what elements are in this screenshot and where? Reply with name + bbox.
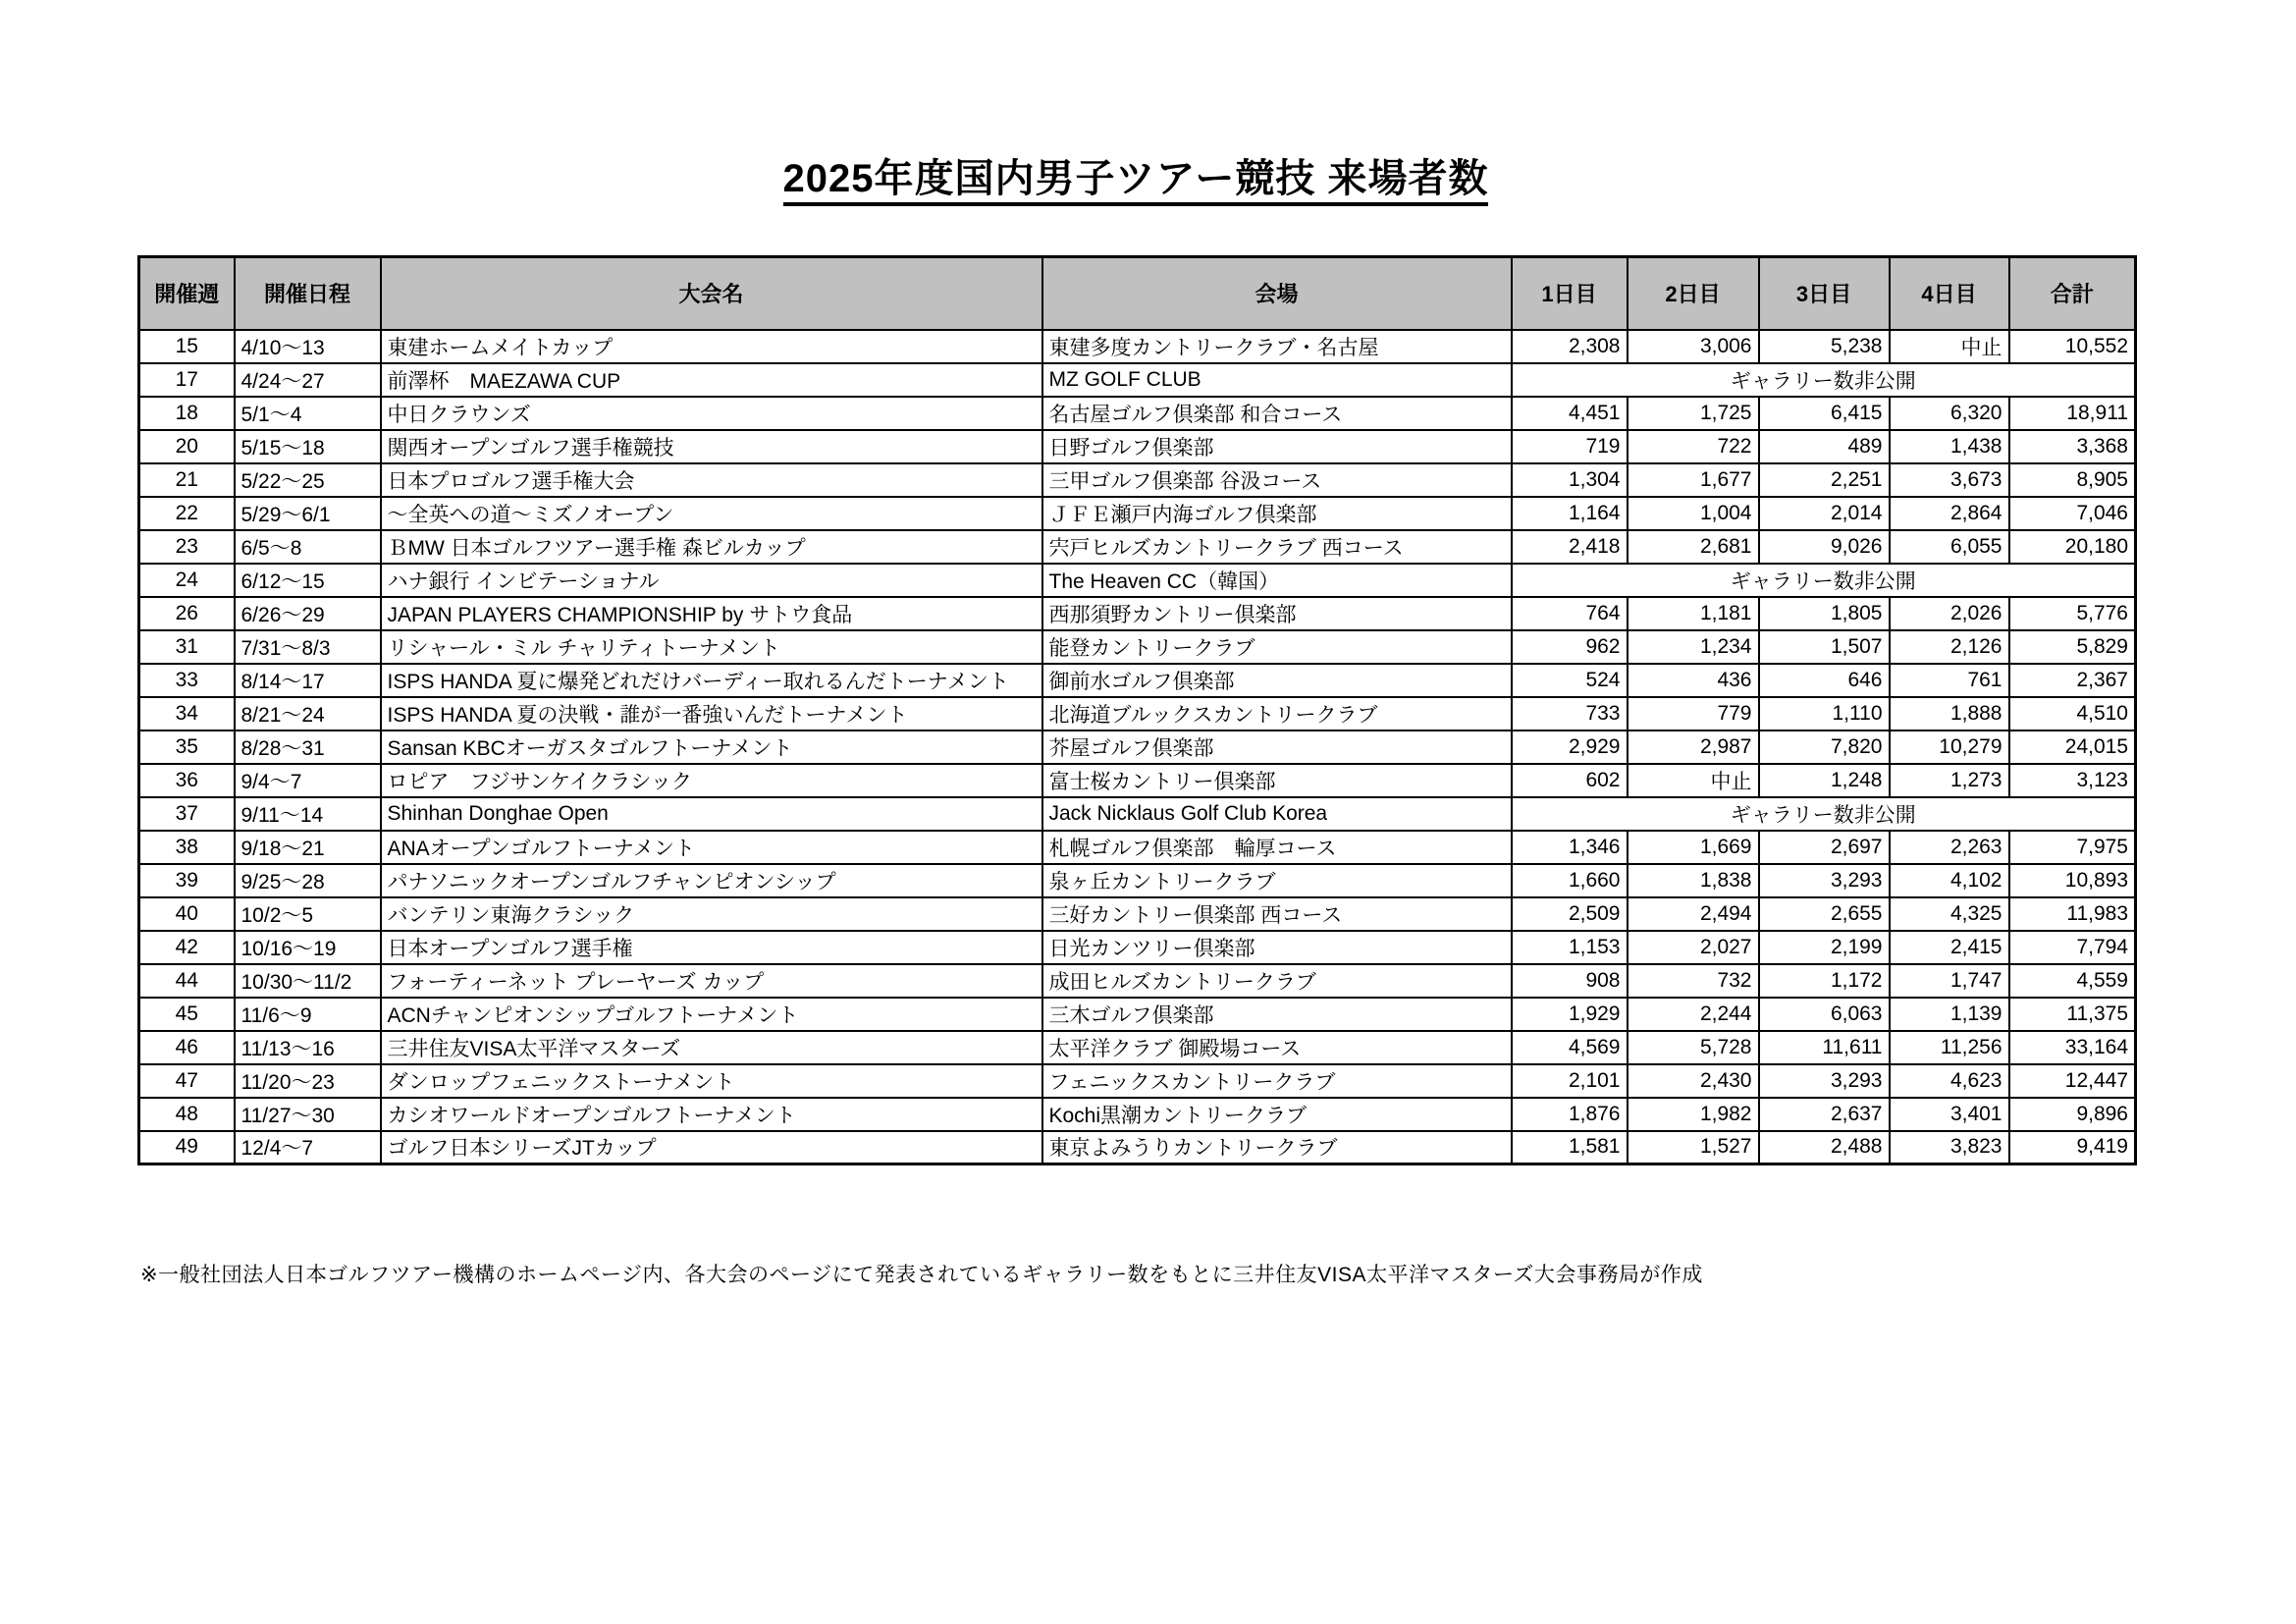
attendance-table [137, 255, 2137, 1165]
table-row [139, 630, 2136, 664]
cell-tournament: 前澤杯 MAEZAWA CUP [381, 363, 1042, 397]
cell-dates: 10/2〜5 [235, 897, 381, 931]
cell-venue: 富士桜カントリー倶楽部 [1042, 764, 1512, 797]
cell-total: 7,794 [2009, 931, 2136, 964]
cell-venue: 三木ゴルフ倶楽部 [1042, 998, 1512, 1031]
table-row [139, 1131, 2136, 1164]
cell-tournament: 三井住友VISA太平洋マスターズ [381, 1031, 1042, 1064]
cell-day-3: 1,248 [1759, 764, 1890, 797]
cell-day-3: 1,805 [1759, 597, 1890, 630]
cell-day-4: 3,673 [1890, 463, 2009, 497]
cell-day-3: 489 [1759, 430, 1890, 463]
table-row [139, 1064, 2136, 1098]
cell-venue: 芥屋ゴルフ倶楽部 [1042, 731, 1512, 764]
cell-dates: 11/6〜9 [235, 998, 381, 1031]
cell-day-1: 1,929 [1512, 998, 1628, 1031]
cell-total: 24,015 [2009, 731, 2136, 764]
cell-dates: 11/20〜23 [235, 1064, 381, 1098]
table-row [139, 697, 2136, 731]
cell-week: 39 [139, 864, 235, 897]
cell-week: 38 [139, 831, 235, 864]
cell-total: 4,559 [2009, 964, 2136, 998]
cell-day-2: 779 [1628, 697, 1759, 731]
cell-day-4: 4,102 [1890, 864, 2009, 897]
cell-dates: 11/27〜30 [235, 1098, 381, 1131]
cell-day-1: 764 [1512, 597, 1628, 630]
cell-venue: 東建多度カントリークラブ・名古屋 [1042, 330, 1512, 363]
cell-tournament: ロピア フジサンケイクラシック [381, 764, 1042, 797]
column-header-2: 大会名 [381, 257, 1042, 330]
cell-no-gallery: ギャラリー数非公開 [1512, 363, 2136, 397]
cell-day-3: 2,637 [1759, 1098, 1890, 1131]
table-row [139, 1031, 2136, 1064]
table-header-row [139, 257, 2136, 330]
cell-day-3: 1,110 [1759, 697, 1890, 731]
cell-dates: 9/18〜21 [235, 831, 381, 864]
table-row [139, 463, 2136, 497]
cell-total: 4,510 [2009, 697, 2136, 731]
cell-tournament: バンテリン東海クラシック [381, 897, 1042, 931]
cell-week: 23 [139, 530, 235, 564]
cell-dates: 9/11〜14 [235, 797, 381, 831]
cell-week: 31 [139, 630, 235, 664]
cell-day-2: 中止 [1628, 764, 1759, 797]
cell-tournament: 〜全英への道〜ミズノオープン [381, 497, 1042, 530]
cell-week: 49 [139, 1131, 235, 1164]
cell-day-1: 524 [1512, 664, 1628, 697]
cell-day-4: 6,055 [1890, 530, 2009, 564]
cell-tournament: Shinhan Donghae Open [381, 797, 1042, 831]
attendance-table-wrap [137, 255, 2137, 1165]
cell-tournament: Sansan KBCオーガスタゴルフトーナメント [381, 731, 1042, 764]
cell-day-3: 11,611 [1759, 1031, 1890, 1064]
cell-dates: 10/30〜11/2 [235, 964, 381, 998]
cell-venue: 宍戸ヒルズカントリークラブ 西コース [1042, 530, 1512, 564]
cell-tournament: ACNチャンピオンシップゴルフトーナメント [381, 998, 1042, 1031]
cell-day-4: 4,325 [1890, 897, 2009, 931]
cell-day-4: 1,273 [1890, 764, 2009, 797]
cell-dates: 8/28〜31 [235, 731, 381, 764]
cell-week: 37 [139, 797, 235, 831]
cell-day-1: 2,929 [1512, 731, 1628, 764]
table-row [139, 597, 2136, 630]
cell-day-1: 1,876 [1512, 1098, 1628, 1131]
cell-week: 22 [139, 497, 235, 530]
cell-day-3: 2,199 [1759, 931, 1890, 964]
cell-total: 11,983 [2009, 897, 2136, 931]
cell-day-1: 2,509 [1512, 897, 1628, 931]
cell-day-2: 722 [1628, 430, 1759, 463]
cell-dates: 6/26〜29 [235, 597, 381, 630]
cell-day-1: 1,581 [1512, 1131, 1628, 1164]
cell-week: 40 [139, 897, 235, 931]
cell-day-1: 602 [1512, 764, 1628, 797]
cell-day-4: 2,415 [1890, 931, 2009, 964]
cell-day-4: 4,623 [1890, 1064, 2009, 1098]
cell-total: 7,046 [2009, 497, 2136, 530]
cell-day-2: 2,681 [1628, 530, 1759, 564]
cell-day-3: 3,293 [1759, 864, 1890, 897]
cell-day-2: 1,838 [1628, 864, 1759, 897]
table-row [139, 363, 2136, 397]
cell-week: 17 [139, 363, 235, 397]
cell-week: 44 [139, 964, 235, 998]
cell-total: 12,447 [2009, 1064, 2136, 1098]
table-row [139, 998, 2136, 1031]
cell-day-1: 1,346 [1512, 831, 1628, 864]
cell-week: 15 [139, 330, 235, 363]
cell-tournament: JAPAN PLAYERS CHAMPIONSHIP by サトウ食品 [381, 597, 1042, 630]
cell-day-4: 3,823 [1890, 1131, 2009, 1164]
cell-venue: 日光カンツリー倶楽部 [1042, 931, 1512, 964]
column-header-1: 開催日程 [235, 257, 381, 330]
cell-day-1: 2,308 [1512, 330, 1628, 363]
cell-day-2: 1,725 [1628, 397, 1759, 430]
cell-day-2: 732 [1628, 964, 1759, 998]
cell-day-3: 5,238 [1759, 330, 1890, 363]
column-header-8: 合計 [2009, 257, 2136, 330]
cell-day-1: 1,153 [1512, 931, 1628, 964]
cell-day-2: 1,004 [1628, 497, 1759, 530]
cell-day-2: 1,669 [1628, 831, 1759, 864]
cell-venue: 三好カントリー倶楽部 西コース [1042, 897, 1512, 931]
cell-venue: 日野ゴルフ倶楽部 [1042, 430, 1512, 463]
table-row [139, 330, 2136, 363]
table-row [139, 764, 2136, 797]
cell-total: 2,367 [2009, 664, 2136, 697]
cell-day-4: 2,026 [1890, 597, 2009, 630]
cell-venue: フェニックスカントリークラブ [1042, 1064, 1512, 1098]
table-row [139, 397, 2136, 430]
cell-day-2: 1,234 [1628, 630, 1759, 664]
cell-dates: 5/1〜4 [235, 397, 381, 430]
cell-dates: 12/4〜7 [235, 1131, 381, 1164]
cell-day-4: 761 [1890, 664, 2009, 697]
cell-venue: 太平洋クラブ 御殿場コース [1042, 1031, 1512, 1064]
table-row [139, 797, 2136, 831]
cell-day-1: 1,164 [1512, 497, 1628, 530]
cell-week: 47 [139, 1064, 235, 1098]
cell-day-1: 908 [1512, 964, 1628, 998]
cell-venue: 成田ヒルズカントリークラブ [1042, 964, 1512, 998]
cell-day-2: 3,006 [1628, 330, 1759, 363]
cell-dates: 8/14〜17 [235, 664, 381, 697]
cell-week: 48 [139, 1098, 235, 1131]
cell-tournament: 日本プロゴルフ選手権大会 [381, 463, 1042, 497]
cell-day-2: 2,430 [1628, 1064, 1759, 1098]
cell-day-4: 2,263 [1890, 831, 2009, 864]
cell-day-3: 9,026 [1759, 530, 1890, 564]
cell-day-3: 3,293 [1759, 1064, 1890, 1098]
cell-day-4: 6,320 [1890, 397, 2009, 430]
cell-total: 8,905 [2009, 463, 2136, 497]
footnote: ※一般社団法人日本ゴルフツアー機構のホームページ内、各大会のページにて発表されているギャラリー数をもとに三井住友VISA太平洋マスターズ大会事務局が作成 [140, 1264, 1703, 1286]
column-header-6: 3日目 [1759, 257, 1890, 330]
table-row [139, 564, 2136, 597]
cell-day-4: 中止 [1890, 330, 2009, 363]
cell-total: 33,164 [2009, 1031, 2136, 1064]
cell-day-3: 2,488 [1759, 1131, 1890, 1164]
cell-venue: 東京よみうりカントリークラブ [1042, 1131, 1512, 1164]
cell-dates: 5/29〜6/1 [235, 497, 381, 530]
cell-week: 33 [139, 664, 235, 697]
cell-week: 26 [139, 597, 235, 630]
cell-tournament: ハナ銀行 インビテーショナル [381, 564, 1042, 597]
table-row [139, 831, 2136, 864]
cell-day-3: 2,697 [1759, 831, 1890, 864]
cell-venue: 札幌ゴルフ倶楽部 輪厚コース [1042, 831, 1512, 864]
cell-day-1: 962 [1512, 630, 1628, 664]
cell-total: 9,419 [2009, 1131, 2136, 1164]
cell-day-2: 5,728 [1628, 1031, 1759, 1064]
cell-day-2: 2,244 [1628, 998, 1759, 1031]
cell-day-3: 7,820 [1759, 731, 1890, 764]
cell-venue: 能登カントリークラブ [1042, 630, 1512, 664]
cell-day-1: 4,569 [1512, 1031, 1628, 1064]
cell-day-1: 4,451 [1512, 397, 1628, 430]
cell-total: 9,896 [2009, 1098, 2136, 1131]
cell-day-3: 2,014 [1759, 497, 1890, 530]
cell-total: 7,975 [2009, 831, 2136, 864]
cell-venue: Kochi黒潮カントリークラブ [1042, 1098, 1512, 1131]
cell-dates: 5/15〜18 [235, 430, 381, 463]
cell-total: 18,911 [2009, 397, 2136, 430]
column-header-5: 2日目 [1628, 257, 1759, 330]
cell-day-2: 1,527 [1628, 1131, 1759, 1164]
cell-day-4: 10,279 [1890, 731, 2009, 764]
cell-tournament: フォーティーネット プレーヤーズ カップ [381, 964, 1042, 998]
cell-dates: 4/10〜13 [235, 330, 381, 363]
table-row [139, 530, 2136, 564]
cell-venue: Jack Nicklaus Golf Club Korea [1042, 797, 1512, 831]
cell-day-3: 2,655 [1759, 897, 1890, 931]
table-row [139, 964, 2136, 998]
cell-day-3: 646 [1759, 664, 1890, 697]
cell-day-2: 2,494 [1628, 897, 1759, 931]
table-row [139, 497, 2136, 530]
table-row [139, 430, 2136, 463]
cell-day-1: 2,418 [1512, 530, 1628, 564]
cell-day-4: 1,888 [1890, 697, 2009, 731]
table-row [139, 897, 2136, 931]
cell-week: 46 [139, 1031, 235, 1064]
cell-tournament: 中日クラウンズ [381, 397, 1042, 430]
cell-day-1: 1,304 [1512, 463, 1628, 497]
cell-day-4: 1,747 [1890, 964, 2009, 998]
cell-total: 20,180 [2009, 530, 2136, 564]
cell-day-3: 1,507 [1759, 630, 1890, 664]
cell-venue: 名古屋ゴルフ倶楽部 和合コース [1042, 397, 1512, 430]
cell-day-1: 733 [1512, 697, 1628, 731]
cell-dates: 9/4〜7 [235, 764, 381, 797]
cell-day-2: 1,982 [1628, 1098, 1759, 1131]
cell-dates: 4/24〜27 [235, 363, 381, 397]
cell-tournament: ISPS HANDA 夏に爆発どれだけバーディー取れるんだトーナメント [381, 664, 1042, 697]
cell-tournament: ISPS HANDA 夏の決戦・誰が一番強いんだトーナメント [381, 697, 1042, 731]
cell-total: 5,829 [2009, 630, 2136, 664]
cell-day-3: 6,063 [1759, 998, 1890, 1031]
cell-week: 18 [139, 397, 235, 430]
cell-venue: 御前水ゴルフ倶楽部 [1042, 664, 1512, 697]
cell-day-4: 3,401 [1890, 1098, 2009, 1131]
cell-day-4: 2,126 [1890, 630, 2009, 664]
column-header-4: 1日目 [1512, 257, 1628, 330]
cell-day-2: 1,677 [1628, 463, 1759, 497]
cell-week: 20 [139, 430, 235, 463]
cell-venue: 北海道ブルックスカントリークラブ [1042, 697, 1512, 731]
cell-day-1: 1,660 [1512, 864, 1628, 897]
cell-tournament: パナソニックオープンゴルフチャンピオンシップ [381, 864, 1042, 897]
page-title-text: 2025年度国内男子ツアー競技 来場者数 [783, 157, 1489, 206]
cell-tournament: ダンロップフェニックストーナメント [381, 1064, 1042, 1098]
cell-tournament: 東建ホームメイトカップ [381, 330, 1042, 363]
cell-day-4: 1,438 [1890, 430, 2009, 463]
cell-week: 34 [139, 697, 235, 731]
cell-venue: 三甲ゴルフ倶楽部 谷汲コース [1042, 463, 1512, 497]
cell-dates: 11/13〜16 [235, 1031, 381, 1064]
cell-dates: 8/21〜24 [235, 697, 381, 731]
cell-dates: 6/5〜8 [235, 530, 381, 564]
cell-day-2: 2,027 [1628, 931, 1759, 964]
cell-week: 36 [139, 764, 235, 797]
cell-day-4: 2,864 [1890, 497, 2009, 530]
cell-tournament: ＢMW 日本ゴルフツアー選手権 森ビルカップ [381, 530, 1042, 564]
cell-day-1: 719 [1512, 430, 1628, 463]
cell-day-3: 1,172 [1759, 964, 1890, 998]
table-row [139, 664, 2136, 697]
table-row [139, 731, 2136, 764]
cell-dates: 9/25〜28 [235, 864, 381, 897]
cell-total: 5,776 [2009, 597, 2136, 630]
cell-day-4: 1,139 [1890, 998, 2009, 1031]
cell-venue: 泉ヶ丘カントリークラブ [1042, 864, 1512, 897]
column-header-0: 開催週 [139, 257, 235, 330]
cell-venue: The Heaven CC（韓国） [1042, 564, 1512, 597]
cell-tournament: 日本オープンゴルフ選手権 [381, 931, 1042, 964]
cell-dates: 7/31〜8/3 [235, 630, 381, 664]
cell-day-2: 2,987 [1628, 731, 1759, 764]
cell-dates: 6/12〜15 [235, 564, 381, 597]
page-title [0, 157, 2271, 206]
cell-total: 10,552 [2009, 330, 2136, 363]
cell-no-gallery: ギャラリー数非公開 [1512, 797, 2136, 831]
cell-venue: ＪＦＥ瀬戸内海ゴルフ倶楽部 [1042, 497, 1512, 530]
cell-total: 10,893 [2009, 864, 2136, 897]
cell-day-2: 1,181 [1628, 597, 1759, 630]
cell-week: 24 [139, 564, 235, 597]
cell-dates: 5/22〜25 [235, 463, 381, 497]
cell-tournament: カシオワールドオープンゴルフトーナメント [381, 1098, 1042, 1131]
cell-tournament: 関西オープンゴルフ選手権競技 [381, 430, 1042, 463]
cell-venue: 西那須野カントリー倶楽部 [1042, 597, 1512, 630]
cell-day-2: 436 [1628, 664, 1759, 697]
cell-week: 42 [139, 931, 235, 964]
table-row [139, 931, 2136, 964]
cell-total: 11,375 [2009, 998, 2136, 1031]
cell-day-1: 2,101 [1512, 1064, 1628, 1098]
table-row [139, 864, 2136, 897]
cell-tournament: ゴルフ日本シリーズJTカップ [381, 1131, 1042, 1164]
cell-week: 45 [139, 998, 235, 1031]
cell-day-4: 11,256 [1890, 1031, 2009, 1064]
cell-venue: MZ GOLF CLUB [1042, 363, 1512, 397]
column-header-3: 会場 [1042, 257, 1512, 330]
cell-day-3: 6,415 [1759, 397, 1890, 430]
cell-dates: 10/16〜19 [235, 931, 381, 964]
cell-total: 3,123 [2009, 764, 2136, 797]
cell-tournament: ANAオープンゴルフトーナメント [381, 831, 1042, 864]
cell-no-gallery: ギャラリー数非公開 [1512, 564, 2136, 597]
column-header-7: 4日目 [1890, 257, 2009, 330]
cell-tournament: リシャール・ミル チャリティトーナメント [381, 630, 1042, 664]
cell-day-3: 2,251 [1759, 463, 1890, 497]
cell-total: 3,368 [2009, 430, 2136, 463]
cell-week: 21 [139, 463, 235, 497]
cell-week: 35 [139, 731, 235, 764]
table-row [139, 1098, 2136, 1131]
